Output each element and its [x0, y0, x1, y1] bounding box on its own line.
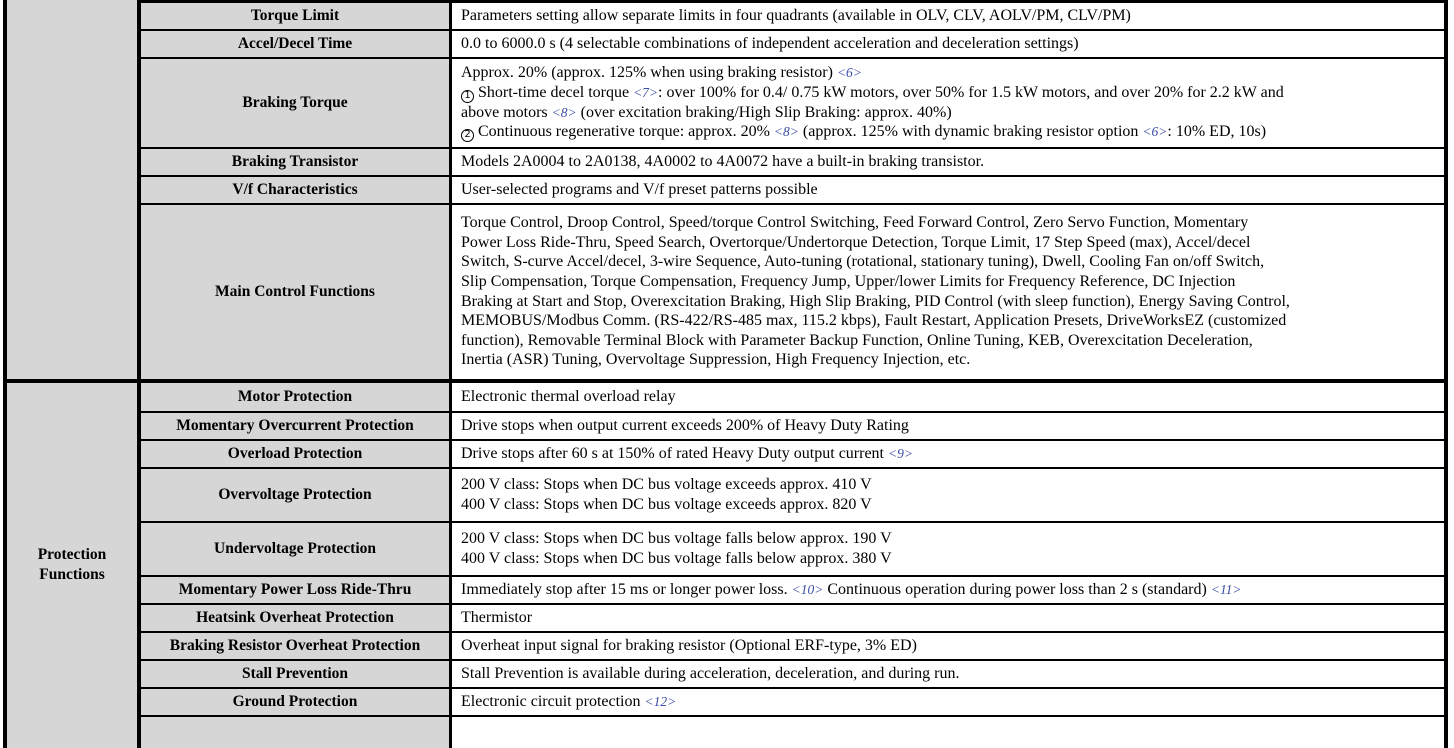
group-label-empty — [7, 0, 141, 379]
content-text: 0.0 to 6000.0 s (4 selectable combinations of independent acceleration and deceleration settings) — [461, 34, 1079, 52]
table-group — [7, 0, 1444, 379]
content-line — [461, 529, 1438, 549]
content-line — [461, 272, 1438, 292]
table-row — [141, 631, 1444, 659]
content-text: Drive stops after 60 s at 150% of rated Heavy Duty output current — [461, 444, 888, 462]
footnote-reference: <9> — [888, 445, 913, 461]
content-text: (approx. 125% with dynamic braking resistor option — [798, 123, 1143, 141]
row-content — [452, 689, 1444, 715]
group-rows — [141, 383, 1444, 748]
row-content — [452, 31, 1444, 57]
circled-number-icon: 1 — [461, 90, 474, 103]
row-label: Braking Transistor — [141, 149, 452, 175]
row-label: Undervoltage Protection — [141, 523, 452, 575]
content-text: Drive stops when output current exceeds 200% of Heavy Duty Rating — [461, 416, 909, 434]
footnote-reference: <10> — [791, 581, 824, 597]
row-content — [452, 413, 1444, 439]
content-line — [461, 444, 1438, 464]
content-text: : over 100% for 0.4/ 0.75 kW motors, over 50% for 1.5 kW motors, and over 20% for 2.2 kW and — [658, 84, 1284, 101]
content-text: Overheat input signal for braking resistor (Optional ERF-type, 3% ED) — [461, 636, 917, 654]
content-text: 400 V class: Stops when DC bus voltage exceeds approx. 820 V — [461, 495, 872, 513]
content-text: User-selected programs and V/f preset patterns possible — [461, 180, 818, 198]
content-line — [461, 416, 1438, 436]
content-line — [461, 692, 1438, 712]
row-content — [452, 149, 1444, 175]
footnote-reference: <11> — [1210, 581, 1242, 597]
content-line — [461, 34, 1438, 54]
row-content — [452, 633, 1444, 659]
content-text: Torque Control, Droop Control, Speed/torque Control Switching, Feed Forward Control, Zero Servo Function, Momentary — [461, 214, 1249, 232]
row-label: V/f Characteristics — [141, 177, 452, 203]
content-text: Slip Compensation, Torque Compensation, Frequency Jump, Upper/lower Limits for Frequency Reference, DC Injection — [461, 273, 1236, 290]
row-content — [452, 205, 1444, 379]
table-row — [141, 0, 1444, 29]
table-row — [141, 521, 1444, 575]
row-label: Heatsink Overheat Protection — [141, 605, 452, 631]
table-row — [141, 439, 1444, 467]
content-text: Stall Prevention is available during acceleration, deceleration, and during run. — [461, 664, 960, 682]
content-line — [461, 636, 1438, 656]
content-line — [461, 475, 1438, 495]
content-line — [461, 311, 1438, 331]
content-line — [461, 6, 1438, 26]
content-line — [461, 549, 1438, 569]
footnote-reference: <6> — [1142, 124, 1168, 140]
content-text: Inertia (ASR) Tuning, Overvoltage Suppression, High Frequency Injection, etc. — [461, 351, 971, 369]
table-row — [141, 411, 1444, 439]
table-row — [141, 147, 1444, 175]
content-text: Thermistor — [461, 608, 533, 626]
footnote-reference: <7> — [633, 85, 659, 100]
row-label: Motor Protection — [141, 383, 452, 411]
row-label — [141, 717, 452, 748]
table-group — [7, 379, 1444, 748]
content-text: (over excitation braking/High Slip Braking: approx. 40%) — [576, 103, 952, 121]
content-text: function), Removable Terminal Block with Parameter Backup Function, Online Tuning, KEB, Overexcitation Deceleration, — [461, 331, 1253, 349]
group-rows — [141, 0, 1444, 379]
content-text: Continuous regenerative torque: approx. 20% — [474, 123, 774, 141]
row-content — [452, 383, 1444, 411]
table-row — [141, 603, 1444, 631]
content-line — [461, 103, 1438, 123]
row-content — [452, 577, 1444, 603]
content-line — [461, 152, 1438, 172]
content-line — [461, 180, 1438, 200]
row-label: Main Control Functions — [141, 205, 452, 379]
content-line — [461, 252, 1438, 272]
row-content — [452, 59, 1444, 147]
content-line — [461, 213, 1438, 233]
table-row — [141, 659, 1444, 687]
content-line — [461, 495, 1438, 515]
content-text: 200 V class: Stops when DC bus voltage exceeds approx. 410 V — [461, 476, 872, 493]
content-text: Short-time decel torque — [474, 84, 634, 101]
content-text: : 10% ED, 10s) — [1167, 123, 1267, 141]
content-text: 400 V class: Stops when DC bus voltage falls below approx. 380 V — [461, 549, 892, 567]
row-label: Torque Limit — [141, 3, 452, 29]
table-row — [141, 383, 1444, 411]
content-line — [461, 292, 1438, 312]
row-content — [452, 177, 1444, 203]
row-label: Stall Prevention — [141, 661, 452, 687]
content-text: Approx. 20% (approx. 125% when using braking resistor) — [461, 64, 837, 82]
content-line — [461, 387, 1438, 407]
row-content — [452, 717, 1444, 748]
row-content — [452, 605, 1444, 631]
content-text: Electronic circuit protection — [461, 692, 645, 710]
content-text: MEMOBUS/Modbus Comm. (RS-422/RS-485 max, 115.2 kbps), Fault Restart, Application Presets, DriveWorksEZ (customized — [461, 312, 1287, 330]
circled-number-icon: 2 — [461, 129, 474, 142]
table-row — [141, 29, 1444, 57]
group-label: Protection Functions — [7, 383, 141, 748]
content-line — [461, 233, 1438, 253]
content-text: Braking at Start and Stop, Overexcitation Braking, High Slip Braking, PID Control (with sleep function), Energy Saving Control, — [461, 292, 1290, 310]
table-row-partial — [141, 715, 1444, 748]
content-line — [461, 608, 1438, 628]
content-text: Power Loss Ride-Thru, Speed Search, Overtorque/Undertorque Detection, Torque Limit, 17 Step Speed (max), Accel/decel — [461, 233, 1251, 251]
content-line — [461, 83, 1438, 103]
content-text: Electronic thermal overload relay — [461, 387, 676, 405]
spec-table — [3, 0, 1448, 748]
row-label: Overvoltage Protection — [141, 469, 452, 521]
table-row — [141, 575, 1444, 603]
table-row — [141, 467, 1444, 521]
content-text: 200 V class: Stops when DC bus voltage falls below approx. 190 V — [461, 530, 892, 547]
row-label: Braking Torque — [141, 59, 452, 147]
row-label: Ground Protection — [141, 689, 452, 715]
content-text: Continuous operation during power loss than 2 s (standard) — [823, 580, 1211, 598]
content-line — [461, 664, 1438, 684]
content-line — [461, 350, 1438, 370]
row-label: Accel/Decel Time — [141, 31, 452, 57]
content-text: above motors — [461, 103, 552, 121]
content-text: Parameters setting allow separate limits in four quadrants (available in OLV, CLV, AOLV/PM, CLV/PM) — [461, 7, 1131, 24]
footnote-reference: <6> — [836, 65, 862, 81]
row-content — [452, 661, 1444, 687]
content-line — [461, 580, 1438, 600]
content-text: Immediately stop after 15 ms or longer power loss. — [461, 580, 792, 598]
content-text: Models 2A0004 to 2A0138, 4A0002 to 4A0072 have a built-in braking transistor. — [461, 152, 985, 170]
row-content — [452, 441, 1444, 467]
table-row — [141, 687, 1444, 715]
content-text: Switch, S-curve Accel/decel, 3-wire Sequence, Auto-tuning (rotational, stationary tuning), Dwell, Cooling Fan on/off Switch, — [461, 253, 1265, 271]
content-line — [461, 122, 1438, 142]
table-row — [141, 57, 1444, 147]
table-row — [141, 175, 1444, 203]
row-content — [452, 3, 1444, 29]
content-line — [461, 331, 1438, 351]
content-line — [461, 63, 1438, 83]
row-label: Overload Protection — [141, 441, 452, 467]
footnote-reference: <8> — [773, 124, 799, 140]
row-label: Momentary Overcurrent Protection — [141, 413, 452, 439]
row-content — [452, 469, 1444, 521]
footnote-reference: <12> — [644, 693, 677, 709]
footnote-reference: <8> — [551, 104, 577, 120]
row-label: Momentary Power Loss Ride-Thru — [141, 577, 452, 603]
row-content — [452, 523, 1444, 575]
table-row — [141, 203, 1444, 379]
row-label: Braking Resistor Overheat Protection — [141, 633, 452, 659]
